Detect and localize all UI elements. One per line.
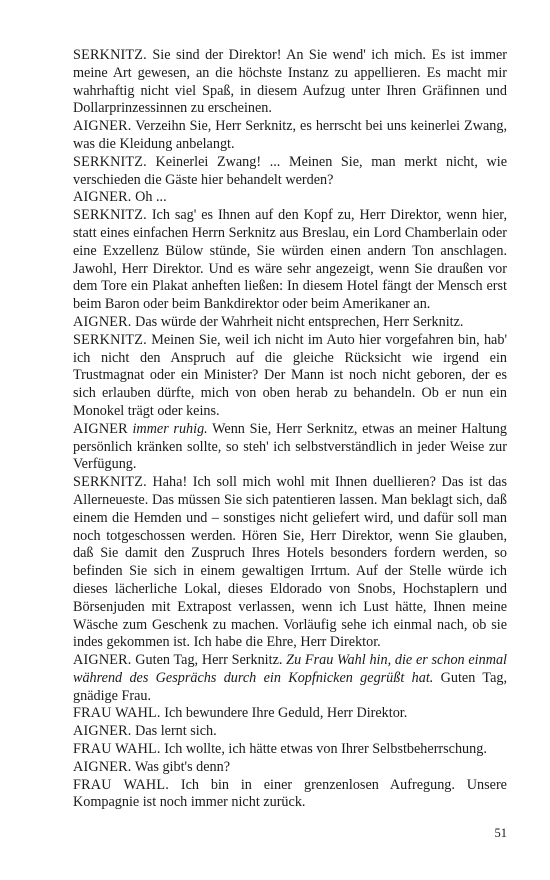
- speaker-name: FRAU WAHL.: [73, 741, 161, 758]
- speaker-name: FRAU WAHL.: [73, 705, 161, 722]
- document-page: [73, 47, 507, 812]
- speech-text: Ich sag' es Ihnen auf den Kopf zu, Herr Direktor, wenn hier, statt eines einfachen Herrn Serknitz aus Breslau, ein Lord Chamberlain oder eine Exzellenz Bülow stünde, Sie würden einen andern Ton anschlagen. Jawohl, Herr Direktor. Und es wäre sehr angezeigt, wenn Sie draußen vor dem Tore ein Plakat anheften ließen: In diesem Hotel fängt der Mensch erst beim Baron oder beim Bankdirektor oder beim Amerikaner an.: [73, 207, 507, 313]
- speaker-name: SERKNITZ.: [73, 153, 147, 170]
- speech-text: Meinen Sie, weil ich nicht im Auto hier vorgefahren bin, hab' ich nicht den Anspruch auf die gleiche Rücksicht wie irgend ein Trustmagnat oder ein Minister? Der Mann ist noch nicht geboren, der es sich erlauben dürfte, mich von oben herab zu behandeln. Ob er nun ein Monokel trägt oder keins.: [73, 331, 507, 419]
- dialogue-line: [73, 332, 507, 421]
- dialogue-line: [73, 705, 507, 723]
- speech-text: Ich bin in einer grenzenlosen Aufregung. Unsere Kompagnie ist noch immer nicht zurück.: [73, 776, 507, 811]
- speaker-name: SERKNITZ.: [73, 47, 147, 63]
- dialogue-line: [73, 723, 507, 741]
- dialogue-line: [73, 741, 507, 759]
- speech-text: Verzeihn Sie, Herr Serknitz, es herrscht bei uns keinerlei Zwang, was die Kleidung anbelangt.: [73, 118, 507, 152]
- stage-direction: immer ruhig.: [127, 420, 208, 437]
- speaker-name: SERKNITZ.: [73, 207, 147, 224]
- speech-text: Sie sind der Direktor! An Sie wend' ich mich. Es ist immer meine Art gewesen, an die höchste Instanz zu appellieren. Es macht mir wahrhaftig nicht viel Spaß, in diesem Aufzug unter Ihren Gräfinnen und Dollarprinzessinnen zu erscheinen.: [73, 47, 507, 117]
- dialogue-line: [73, 207, 507, 314]
- speaker-name: FRAU WAHL.: [73, 776, 169, 793]
- dialogue-line: [73, 189, 507, 207]
- dialogue-line: [73, 47, 507, 118]
- dialogue-line: [73, 154, 507, 190]
- speech-text: Wenn Sie, Herr Serknitz, etwas an meiner Haltung persönlich kränken sollte, so steh' ich selbstverständlich in jeder Weise zur Verfügung.: [73, 420, 507, 473]
- page-number: 51: [494, 826, 507, 840]
- speaker-name: AIGNER.: [73, 189, 132, 206]
- speaker-name: SERKNITZ.: [73, 331, 147, 348]
- speaker-name: AIGNER.: [73, 313, 132, 330]
- speech-text: Das würde der Wahrheit nicht entsprechen, Herr Serknitz.: [131, 313, 464, 330]
- speech-text: Guten Tag, Herr Serknitz.: [131, 652, 283, 669]
- dialogue-line: [73, 759, 507, 777]
- speech-text: Haha! Ich soll mich wohl mit Ihnen duellieren? Das ist das Allerneueste. Das müssen Sie sich patentieren lassen. Man beklagt sich, daß einem die Hemden und – sonstiges nicht geliefert wird, und dafür soll man noch totgeschossen werden. Hören Sie, Herr Direktor, wenn Sie glauben, daß Sie damit den Zuspruch Ihres Hotels besonders fordern werden, so befinden Sie sich in einem gewaltigen Irrtum. Auf der Stelle würde ich dieses lächerliche Lokal, dieses Eldorado von Snobs, Hochstaplern und Börsenjuden mit Extrapost verlassen, wenn ich Lust hätte, Ihnen meine Wäsche zum Geschenk zu machen. Vorläufig sehe ich einmal nach, ob sie indes gekommen ist. Ich habe die Ehre, Herr Direktor.: [73, 474, 507, 651]
- speaker-name: AIGNER: [73, 420, 128, 437]
- dialogue-line: [73, 652, 507, 705]
- speech-text: Guten Tag, gnädige Frau.: [73, 669, 508, 704]
- dialogue-line: [73, 421, 507, 474]
- speech-text: Oh ...: [131, 189, 167, 206]
- speaker-name: AIGNER.: [73, 758, 132, 775]
- speech-text: Das lernt sich.: [131, 723, 217, 740]
- stage-direction: Zu Frau Wahl hin, die er schon einmal während des Gesprächs durch ein Kopfnicken gegrüßt hat.: [73, 652, 507, 686]
- speech-text: Ich wollte, ich hätte etwas von Ihrer Selbstbeherrschung.: [160, 741, 487, 758]
- speaker-name: AIGNER.: [73, 723, 132, 740]
- speaker-name: AIGNER.: [73, 652, 132, 669]
- dialogue-line: [73, 777, 507, 813]
- speech-text: Was gibt's denn?: [131, 758, 231, 775]
- speech-text: Keinerlei Zwang! ... Meinen Sie, man merkt nicht, wie verschieden die Gäste hier behandelt werden?: [73, 153, 507, 188]
- dialogue-line: [73, 314, 507, 332]
- speaker-name: SERKNITZ.: [73, 474, 147, 491]
- dialogue-line: [73, 474, 507, 652]
- speech-text: Ich bewundere Ihre Geduld, Herr Direktor.: [160, 705, 408, 722]
- speaker-name: AIGNER.: [73, 118, 132, 135]
- dialogue-line: [73, 118, 507, 154]
